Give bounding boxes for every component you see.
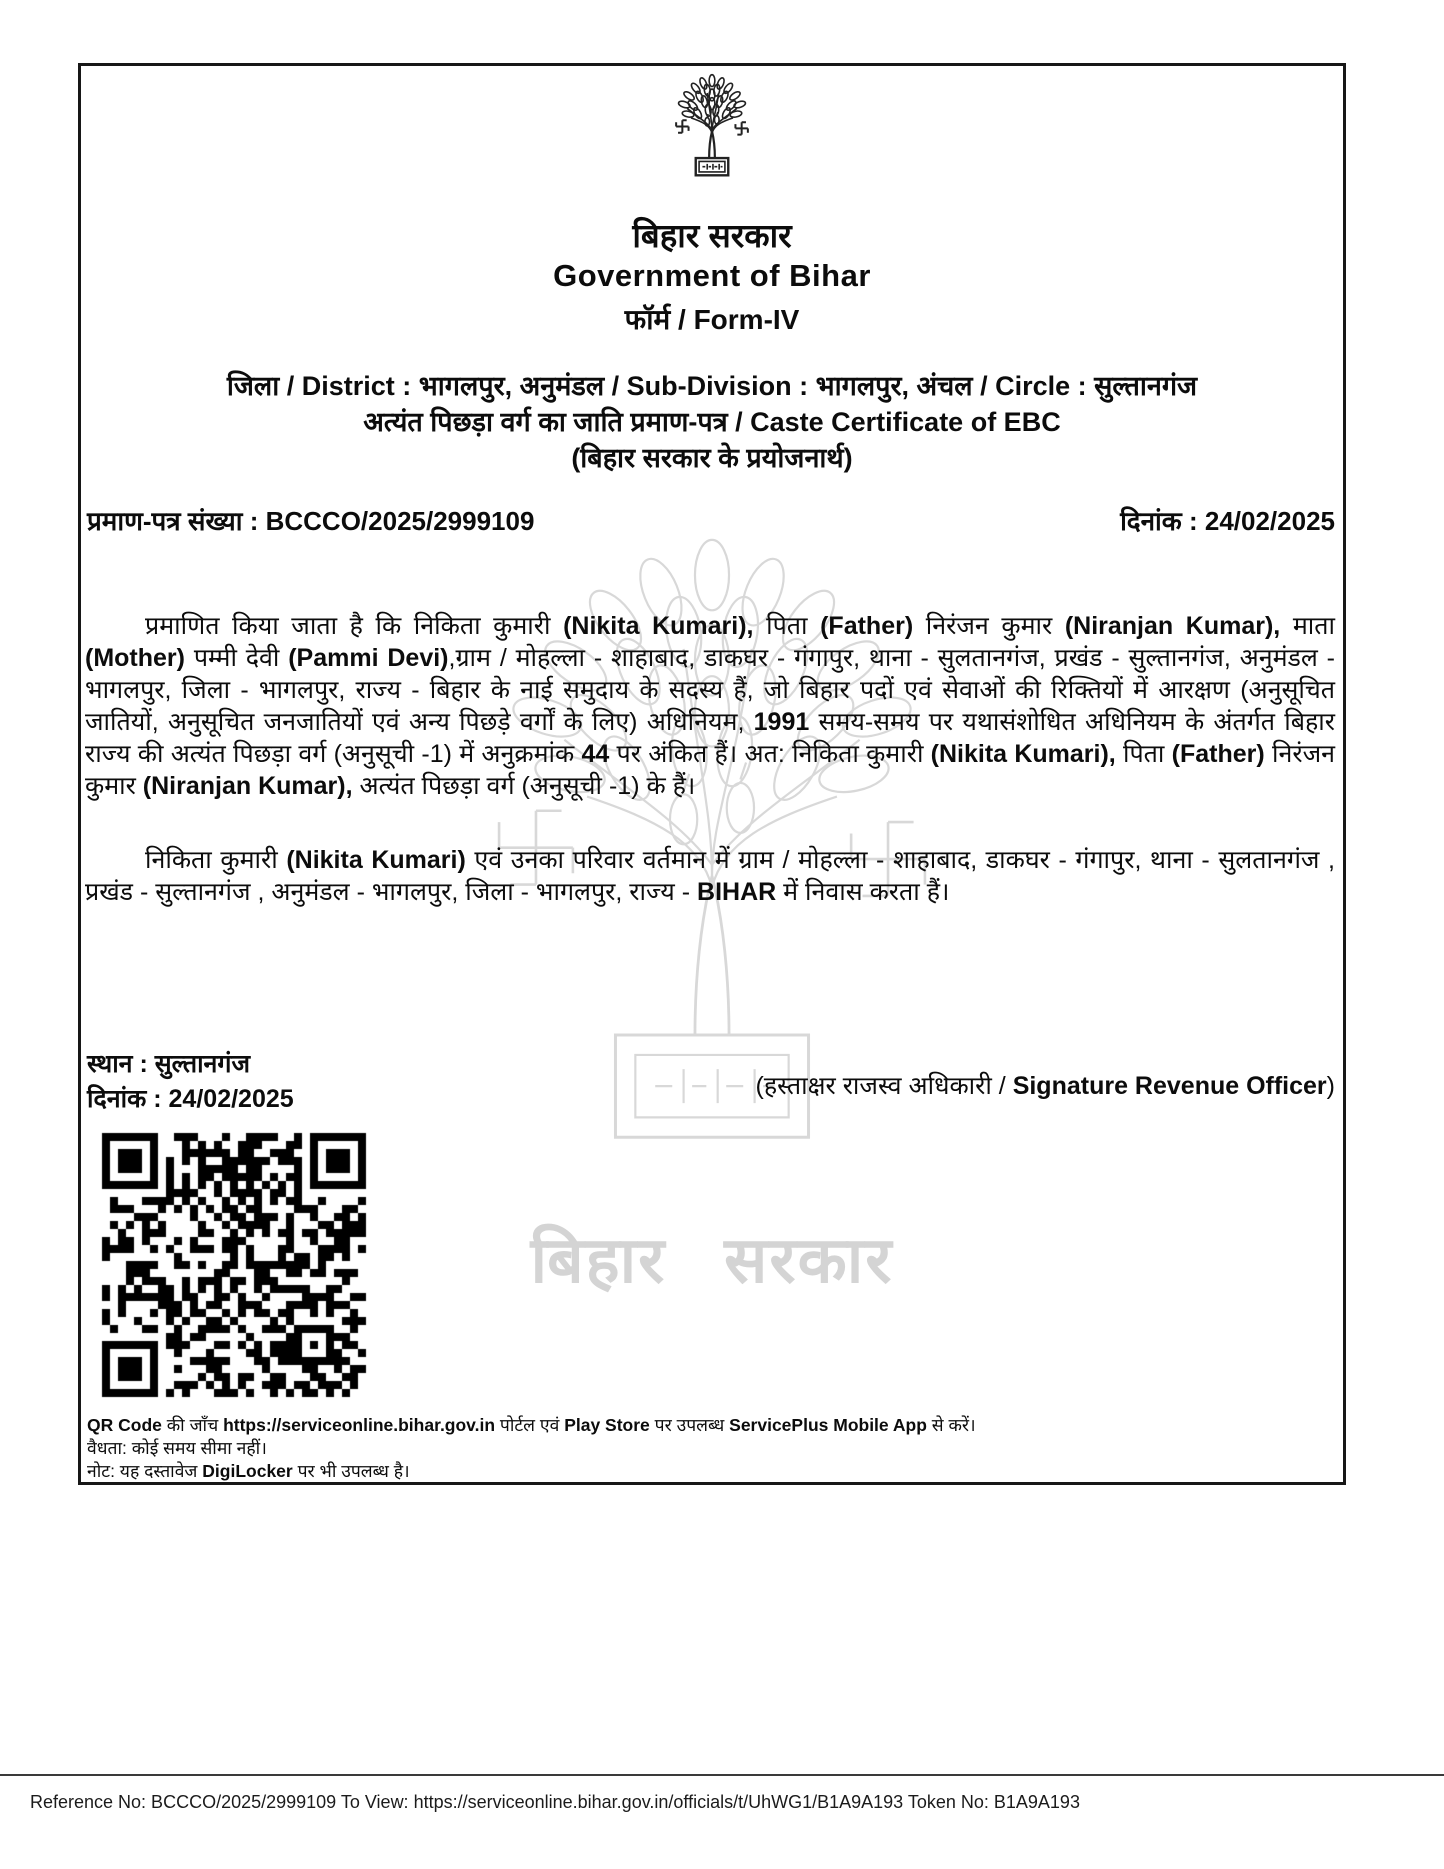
digilocker-note: नोट: यह दस्तावेज DigiLocker पर भी उपलब्ध है। bbox=[87, 1461, 410, 1481]
certificate-number bbox=[87, 502, 534, 538]
body-paragraph-2: निकिता कुमारी (Nikita Kumari) एवं उनका परिवार वर्तमान में ग्राम / मोहल्ला - शाहाबाद, डाकघर - गंगापुर, थाना - सुलतानगंज , प्रखंड - सुल्तानगंज , अनुमंडल - भागलपुर, जिला - भागलपुर, राज्य - BIHAR में निवास करता हैं। bbox=[85, 846, 1336, 906]
purpose-line: (बिहार सरकार के प्रयोजनार्थ) bbox=[571, 443, 853, 473]
signature-line: (हस्ताक्षर राजस्व अधिकारी / Signature Revenue Officer) bbox=[755, 1072, 1335, 1100]
place-value: सुल्तानगंज bbox=[154, 1050, 251, 1078]
place-line bbox=[87, 1046, 250, 1080]
qr-note: QR Code की जाँच https://serviceonline.bihar.gov.in पोर्टल एवं Play Store पर उपलब्ध ServicePlus Mobile App से करें। bbox=[87, 1415, 976, 1435]
place-label: स्थान : bbox=[87, 1050, 155, 1078]
body-paragraph-1: प्रमाणित किया जाता है कि निकिता कुमारी (Nikita Kumari), पिता (Father) निरंजन कुमार (Niranjan Kumar), माता (Mother) पम्मी देवी (Pammi Devi),ग्राम / मोहल्ला - शाहाबाद, डाकघर - गंगापुर, थाना - सुलतानगंज, प्रखंड - सुल्तानगंज, अनुमंडल - भागलपुर, जिला - भागलपुर, राज्य - बिहार के नाई समुदाय के सदस्य हैं, जो बिहार पदों एवं सेवाओं की रिक्तियों में आरक्षण (अनुसूचित जातियों, अनुसूचित जनजातियों एवं अन्य पिछड़े वर्गों के लिए) अधिनियम, 1991 समय-समय पर यथासंशोधित अधिनियम के अंतर्गत बिहार राज्य की अत्यंत पिछड़ा वर्ग (अनुसूची -1) में अनुक्रमांक 44 पर अंकित हैं। अत: निकिता कुमारी (Nikita Kumari), पिता (Father) निरंजन कुमार (Niranjan Kumar), अत्यंत पिछड़ा वर्ग (अनुसूची -1) के हैं। bbox=[85, 612, 1336, 800]
watermark-text: बिहार सरकार bbox=[530, 1224, 894, 1296]
certificate-meta-row bbox=[87, 502, 1335, 538]
org-name-english: Government of Bihar bbox=[553, 258, 871, 293]
closing-date-line bbox=[87, 1081, 294, 1115]
issue-date-label: दिनांक : bbox=[1120, 506, 1205, 536]
qr-code bbox=[93, 1124, 375, 1406]
issue-date-value: 24/02/2025 bbox=[1204, 506, 1335, 536]
footer-reference: Reference No: BCCCO/2025/2999109 To View: https://serviceonline.bihar.gov.in/officials/t/UhWG1/B1A9A193 Token No: B1A9A193 bbox=[30, 1792, 1080, 1812]
notes-block bbox=[87, 1414, 1335, 1483]
bihar-emblem-logo-icon bbox=[664, 72, 760, 182]
certificate-number-label: प्रमाण-पत्र संख्या : bbox=[87, 506, 266, 536]
closing-date-label: दिनांक : bbox=[87, 1085, 169, 1113]
form-title: फॉर्म / Form-IV bbox=[624, 304, 800, 335]
closing-date-value: 24/02/2025 bbox=[168, 1085, 294, 1113]
footer-divider bbox=[0, 1774, 1444, 1776]
certificate-sheet bbox=[78, 63, 1346, 1485]
validity-note: वैधता: कोई समय सीमा नहीं। bbox=[87, 1438, 267, 1458]
issue-date bbox=[1120, 502, 1335, 538]
district-subdivision-circle-line: जिला / District : भागलपुर, अनुमंडल / Sub-Division : भागलपुर, अंचल / Circle : सुल्तानगंज bbox=[226, 371, 1198, 401]
certificate-number-value: BCCCO/2025/2999109 bbox=[265, 506, 535, 536]
certificate-title: अत्यंत पिछड़ा वर्ग का जाति प्रमाण-पत्र / Caste Certificate of EBC bbox=[363, 407, 1061, 437]
org-name-hindi: बिहार सरकार bbox=[632, 217, 792, 254]
